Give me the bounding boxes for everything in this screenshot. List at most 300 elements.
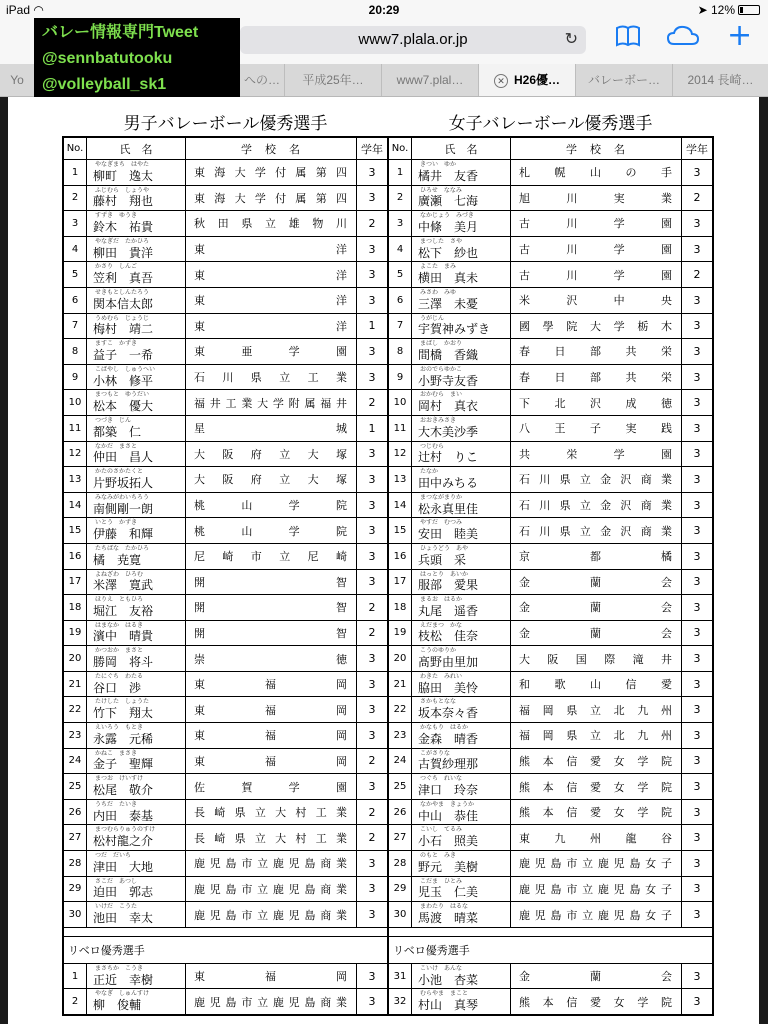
player-cell <box>87 160 186 186</box>
grade-year: 3 <box>357 467 389 493</box>
school-name: 古川学園 <box>511 236 682 262</box>
school-name: 和歌山信愛 <box>511 671 682 697</box>
grade-year: 3 <box>682 748 714 774</box>
row-no: 19 <box>388 620 412 646</box>
row-no: 17 <box>63 569 87 595</box>
school-name: 熊本信愛女学院 <box>511 748 682 774</box>
school-name: 長崎県立大村工業 <box>186 799 357 825</box>
school-name: 米沢中央 <box>511 287 682 313</box>
school-name: 東洋 <box>186 262 357 288</box>
player-cell <box>87 543 186 569</box>
grade-year: 3 <box>682 620 714 646</box>
row-no: 3 <box>63 211 87 237</box>
row-no: 12 <box>63 441 87 467</box>
table-row <box>63 492 388 518</box>
table-row <box>388 595 713 621</box>
tab-6[interactable]: バレーボー… <box>576 64 673 96</box>
table-row <box>388 364 713 390</box>
reload-icon[interactable]: ↻ <box>564 31 578 48</box>
player-cell <box>412 963 511 989</box>
row-no: 15 <box>63 518 87 544</box>
school-name: 東九州龍谷 <box>511 825 682 851</box>
player-name: 都築 仁 <box>93 424 142 439</box>
name-furigana: おのでらゆかこ <box>420 365 463 373</box>
row-no: 23 <box>63 723 87 749</box>
school-name: 東福岡 <box>186 697 357 723</box>
table-row <box>388 313 713 339</box>
player-cell <box>87 185 186 211</box>
row-no: 12 <box>388 441 412 467</box>
grade-year: 3 <box>682 569 714 595</box>
school-name: 石川県立金沢商業 <box>511 467 682 493</box>
battery-icon <box>738 5 760 15</box>
school-name: 鹿児島市立鹿児島女子 <box>511 902 682 928</box>
school-name: 國學院大学栃木 <box>511 313 682 339</box>
row-no: 29 <box>63 876 87 902</box>
player-cell <box>412 697 511 723</box>
name-furigana: おかむら まい <box>420 391 463 399</box>
player-cell <box>87 262 186 288</box>
men-title: 男子バレーボール優秀選手 <box>123 114 328 134</box>
row-no: 18 <box>63 595 87 621</box>
name-furigana: やすだ むつみ <box>420 519 463 527</box>
grade-year: 3 <box>357 646 389 672</box>
cloud-tabs-icon[interactable] <box>666 24 700 54</box>
player-name: 中條 美月 <box>418 219 479 234</box>
overlay-line-1: バレー情報専門Tweet <box>42 24 199 41</box>
table-row <box>63 313 388 339</box>
row-no: 1 <box>63 963 87 989</box>
row-no: 16 <box>63 543 87 569</box>
table-row <box>63 364 388 390</box>
player-name: 辻村 りこ <box>418 450 479 465</box>
school-name: 開智 <box>186 620 357 646</box>
grade-year: 2 <box>357 799 389 825</box>
address-bar[interactable] <box>240 26 586 54</box>
name-furigana: すずき ゆうき <box>95 212 138 220</box>
table-row <box>63 518 388 544</box>
row-no: 11 <box>63 415 87 441</box>
player-name: 堀江 友裕 <box>93 603 154 618</box>
table-row <box>63 339 388 365</box>
table-row <box>63 287 388 313</box>
player-name: 松本 優大 <box>93 399 154 414</box>
player-cell <box>412 989 511 1015</box>
grade-year: 3 <box>682 876 714 902</box>
grade-year: 3 <box>357 518 389 544</box>
table-row <box>63 774 388 800</box>
player-name: 柳田 貴洋 <box>93 245 154 260</box>
table-row <box>63 569 388 595</box>
header-school: 学 校 名 <box>511 137 682 160</box>
women-title: 女子バレーボール優秀選手 <box>448 114 653 134</box>
player-cell <box>87 390 186 416</box>
player-cell <box>412 620 511 646</box>
school-name: 京都橘 <box>511 543 682 569</box>
player-cell <box>87 620 186 646</box>
row-no: 22 <box>63 697 87 723</box>
player-name: 兵頭 采 <box>418 552 467 567</box>
spacer-row <box>388 927 713 936</box>
player-name: 藤村 翔也 <box>93 194 154 209</box>
women-rows <box>388 160 713 928</box>
name-furigana: まつした さや <box>420 237 463 245</box>
player-name: 柳 俊輔 <box>93 998 142 1013</box>
player-cell <box>87 467 186 493</box>
player-name: 迫田 郭志 <box>93 885 154 900</box>
player-name: 片野坂拓人 <box>93 475 154 490</box>
row-no: 28 <box>388 851 412 877</box>
table-row <box>63 799 388 825</box>
school-name: 古川学園 <box>511 211 682 237</box>
row-no: 13 <box>388 467 412 493</box>
row-no: 9 <box>63 364 87 390</box>
player-name: 中山 恭佳 <box>418 808 479 823</box>
player-name: 小林 修平 <box>93 373 154 388</box>
header-year: 学年 <box>682 137 714 160</box>
name-furigana: えいろう もとき <box>95 724 144 732</box>
row-no: 25 <box>388 774 412 800</box>
player-name: 廣瀬 七海 <box>418 194 479 209</box>
player-cell <box>412 160 511 186</box>
row-no: 8 <box>388 339 412 365</box>
player-name: 岡村 真衣 <box>418 399 479 414</box>
player-cell <box>412 902 511 928</box>
player-name: 松下 紗也 <box>418 245 479 260</box>
clock: 20:29 <box>368 3 400 17</box>
player-name: 小野寺友香 <box>418 373 479 388</box>
row-no: 3 <box>388 211 412 237</box>
name-furigana: まるお はるか <box>420 596 463 604</box>
table-row <box>63 671 388 697</box>
new-tab-icon[interactable]: + <box>727 18 753 53</box>
row-no: 27 <box>63 825 87 851</box>
table-row <box>388 671 713 697</box>
player-name: 田中みちる <box>418 475 479 490</box>
grade-year: 2 <box>357 595 389 621</box>
table-row <box>388 748 713 774</box>
row-no: 10 <box>388 390 412 416</box>
grade-year: 3 <box>357 876 389 902</box>
player-name: 津口 玲奈 <box>418 783 479 798</box>
row-no: 28 <box>63 851 87 877</box>
table-row <box>63 211 388 237</box>
school-name: 尼崎市立尼崎 <box>186 543 357 569</box>
player-cell <box>412 211 511 237</box>
name-furigana: さかもとなな <box>420 698 457 706</box>
table-row <box>388 723 713 749</box>
women-libero-title: リベロ優秀選手 <box>388 936 713 963</box>
name-furigana: まばし かおり <box>420 340 463 348</box>
name-furigana: うがじん <box>420 314 445 322</box>
tab-7[interactable]: 2014 長崎… <box>673 64 768 96</box>
player-name: 小石 照美 <box>418 834 479 849</box>
table-row <box>63 825 388 851</box>
grade-year: 3 <box>682 211 714 237</box>
school-name: 金蘭会 <box>511 569 682 595</box>
player-cell <box>412 799 511 825</box>
player-name: 濱中 晴貴 <box>93 629 154 644</box>
school-name: 大阪府立大塚 <box>186 467 357 493</box>
player-cell <box>412 723 511 749</box>
row-no: 23 <box>388 723 412 749</box>
player-name: 宇賀神みずき <box>418 322 491 337</box>
player-cell <box>412 851 511 877</box>
grade-year: 3 <box>357 902 389 928</box>
table-row <box>63 697 388 723</box>
grade-year: 3 <box>682 543 714 569</box>
status-bar <box>0 0 768 20</box>
player-name: 横田 真未 <box>418 271 479 286</box>
wifi-icon: ◠ <box>33 3 44 17</box>
player-name: 服部 愛果 <box>418 578 479 593</box>
player-cell <box>87 697 186 723</box>
table-row <box>388 876 713 902</box>
player-name: 坂本奈々香 <box>418 706 479 721</box>
table-row <box>63 467 388 493</box>
row-no: 16 <box>388 543 412 569</box>
player-cell <box>87 364 186 390</box>
school-name: 春日部共栄 <box>511 339 682 365</box>
school-name: 大阪国際滝井 <box>511 646 682 672</box>
row-no: 24 <box>63 748 87 774</box>
row-no: 15 <box>388 518 412 544</box>
row-no: 20 <box>388 646 412 672</box>
school-name: 福岡県立北九州 <box>511 697 682 723</box>
school-name: 東福岡 <box>186 748 357 774</box>
name-furigana: こばやし しゅうへい <box>95 365 156 373</box>
grade-year: 3 <box>682 160 714 186</box>
tab-1[interactable]: Yo <box>0 64 35 96</box>
player-cell <box>412 671 511 697</box>
player-cell <box>412 313 511 339</box>
school-name: 秋田県立雄物川 <box>186 211 357 237</box>
player-cell <box>87 415 186 441</box>
name-furigana: はっとり あいか <box>420 570 469 578</box>
table-row <box>388 902 713 928</box>
school-name: 金蘭会 <box>511 620 682 646</box>
player-name: 仲田 昌人 <box>93 450 154 465</box>
grade-year: 3 <box>357 697 389 723</box>
row-no: 4 <box>388 236 412 262</box>
name-furigana: まつながまりか <box>420 493 463 501</box>
table-row <box>388 390 713 416</box>
grade-year: 3 <box>682 774 714 800</box>
player-name: 谷口 渉 <box>93 680 142 695</box>
name-furigana: まわたり はるな <box>420 903 469 911</box>
table-row <box>388 518 713 544</box>
table-row <box>63 989 388 1015</box>
player-cell <box>412 262 511 288</box>
school-name: 石川県立工業 <box>186 364 357 390</box>
name-furigana: みなみがわいちろう <box>95 493 150 501</box>
grade-year: 3 <box>682 825 714 851</box>
row-no: 1 <box>63 160 87 186</box>
table-row <box>63 963 388 989</box>
overlay-line-3: @volleyball_sk1 <box>42 76 167 93</box>
grade-year: 3 <box>357 339 389 365</box>
grade-year: 2 <box>357 620 389 646</box>
school-name: 熊本信愛女学院 <box>511 774 682 800</box>
player-cell <box>412 518 511 544</box>
location-icon: ➤ <box>697 3 708 17</box>
device-label: iPad ◠ <box>6 3 44 17</box>
player-cell <box>87 339 186 365</box>
grade-year: 3 <box>682 518 714 544</box>
player-name: 米澤 寛武 <box>93 578 154 593</box>
tab-5-active[interactable]: ✕ H26優… <box>479 64 576 96</box>
name-furigana: おおきみさき <box>420 416 457 424</box>
name-furigana: いけだ こうた <box>95 903 138 911</box>
name-furigana: こだま ひとみ <box>420 877 463 885</box>
name-furigana: えだまつ かな <box>420 621 463 629</box>
school-name: 大阪府立大塚 <box>186 441 357 467</box>
name-furigana: たちばな たかひろ <box>95 544 150 552</box>
table-row <box>388 287 713 313</box>
grade-year: 3 <box>682 671 714 697</box>
row-no: 13 <box>63 467 87 493</box>
row-no: 4 <box>63 236 87 262</box>
school-name: 東福岡 <box>186 963 357 989</box>
header-name: 氏 名 <box>87 137 186 160</box>
player-name: 小池 杏菜 <box>418 972 479 987</box>
table-row <box>63 646 388 672</box>
player-cell <box>412 569 511 595</box>
school-name: 東福岡 <box>186 671 357 697</box>
table-row <box>388 774 713 800</box>
row-no: 9 <box>388 364 412 390</box>
school-name: 鹿児島市立鹿児島商業 <box>186 902 357 928</box>
grade-year: 3 <box>357 723 389 749</box>
table-header-row <box>63 137 388 160</box>
tab-3[interactable]: 平成25年… <box>285 64 382 96</box>
name-furigana: つじむら <box>420 442 445 450</box>
school-name: 鹿児島市立鹿児島商業 <box>186 989 357 1015</box>
table-row <box>388 236 713 262</box>
name-furigana: かねこ まさき <box>95 749 138 757</box>
school-name: 下北沢成徳 <box>511 390 682 416</box>
page-margin-left <box>0 97 8 1024</box>
table-row <box>388 211 713 237</box>
school-name: 桃山学院 <box>186 492 357 518</box>
name-furigana: ひろせ ななみ <box>420 186 462 194</box>
player-name: 金森 晴香 <box>418 731 479 746</box>
row-no: 2 <box>388 185 412 211</box>
grade-year: 3 <box>357 287 389 313</box>
school-name: 札幌山の手 <box>511 160 682 186</box>
player-cell <box>87 236 186 262</box>
men-libero-rows <box>63 963 388 1015</box>
player-name: 伊藤 和輝 <box>93 527 154 542</box>
table-row <box>388 339 713 365</box>
school-name: 開智 <box>186 595 357 621</box>
player-cell <box>87 723 186 749</box>
name-furigana: こがさりな <box>420 749 451 757</box>
table-row <box>63 748 388 774</box>
name-furigana: みさわ みゆ <box>420 288 457 296</box>
name-furigana: せきもとしんたろう <box>95 288 150 296</box>
player-cell <box>87 876 186 902</box>
table-row <box>63 390 388 416</box>
row-no: 7 <box>388 313 412 339</box>
row-no: 8 <box>63 339 87 365</box>
name-furigana: のもと みき <box>420 852 457 860</box>
table-row <box>63 160 388 186</box>
grade-year: 2 <box>682 262 714 288</box>
tab-2[interactable]: への… <box>240 64 285 96</box>
player-name: 松尾 敬介 <box>93 783 154 798</box>
table-row <box>63 185 388 211</box>
tab-4[interactable]: www7.plal… <box>382 64 479 96</box>
grade-year: 3 <box>357 851 389 877</box>
row-no: 10 <box>63 390 87 416</box>
grade-year: 3 <box>682 492 714 518</box>
player-cell <box>87 902 186 928</box>
grade-year: 3 <box>682 441 714 467</box>
name-furigana: うちだ たいき <box>95 800 138 808</box>
row-no: 6 <box>63 287 87 313</box>
row-no: 7 <box>63 313 87 339</box>
spacer-row <box>63 927 388 936</box>
row-no: 30 <box>63 902 87 928</box>
player-cell <box>87 441 186 467</box>
grade-year: 3 <box>357 185 389 211</box>
table-row <box>388 989 713 1015</box>
player-name: 内田 泰基 <box>93 808 154 823</box>
school-name: 東亜学園 <box>186 339 357 365</box>
player-name: 村山 真琴 <box>418 998 479 1013</box>
libero-header-row <box>63 936 388 963</box>
player-cell <box>412 492 511 518</box>
table-row <box>63 262 388 288</box>
player-cell <box>412 415 511 441</box>
player-cell <box>87 799 186 825</box>
player-cell <box>412 441 511 467</box>
table-row <box>388 825 713 851</box>
player-name: 橘井 友香 <box>418 168 479 183</box>
name-furigana: きつい ゆか <box>420 161 457 168</box>
player-cell <box>87 748 186 774</box>
name-furigana: たにぐち わたる <box>95 672 144 680</box>
table-row <box>63 441 388 467</box>
player-name: 安田 睦美 <box>418 527 479 542</box>
table-row <box>63 620 388 646</box>
player-name: 金子 聖輝 <box>93 757 154 772</box>
player-name: 正近 幸樹 <box>93 972 154 987</box>
grade-year: 3 <box>357 492 389 518</box>
row-no: 29 <box>388 876 412 902</box>
table-row <box>63 415 388 441</box>
grade-year: 3 <box>357 236 389 262</box>
close-tab-icon[interactable]: ✕ <box>494 74 508 88</box>
player-name: 梅村 靖二 <box>93 322 154 337</box>
row-no: 30 <box>388 902 412 928</box>
school-name: 鹿児島市立鹿児島女子 <box>511 851 682 877</box>
grade-year: 3 <box>682 697 714 723</box>
school-name: 共栄学園 <box>511 441 682 467</box>
name-furigana: やなぎまち はやた <box>95 161 150 168</box>
player-name: 益子 一希 <box>93 347 154 362</box>
grade-year: 3 <box>682 236 714 262</box>
row-no: 22 <box>388 697 412 723</box>
row-no: 17 <box>388 569 412 595</box>
table-row <box>388 467 713 493</box>
page-margin-right <box>759 97 768 1024</box>
grade-year: 3 <box>682 595 714 621</box>
bookmarks-icon[interactable] <box>615 24 641 54</box>
player-name: 橘 尭寛 <box>93 552 142 567</box>
player-cell <box>87 492 186 518</box>
